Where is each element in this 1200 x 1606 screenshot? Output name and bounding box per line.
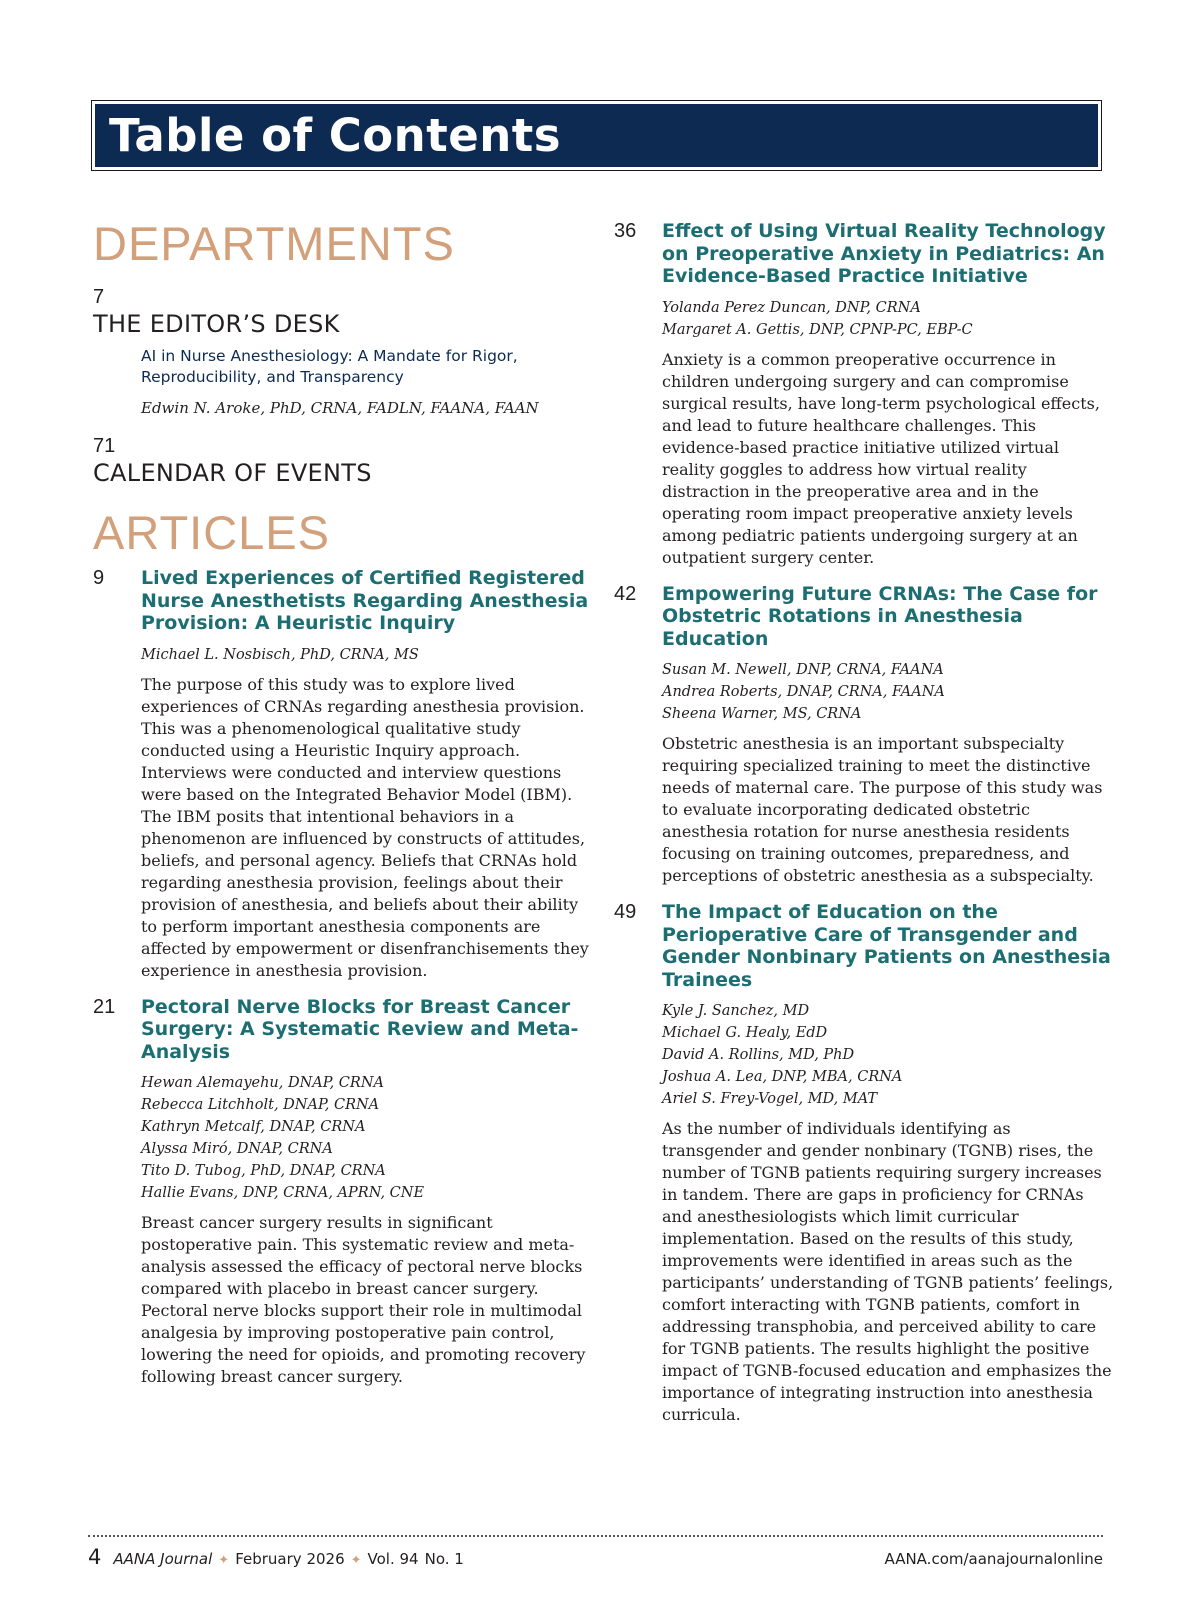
article-author: Ariel S. Frey-Vogel, MD, MAT	[662, 1091, 878, 1107]
page-title: Table of Contents	[109, 109, 562, 162]
department-title: CALENDAR OF EVENTS	[93, 459, 372, 487]
articles-heading: ARTICLES	[93, 506, 330, 559]
article-authors	[662, 297, 1114, 341]
article-title: Empowering Future CRNAs: The Case for Obstetric Rotations in Anesthesia Education	[662, 582, 1098, 650]
article-author: Michael G. Healy, EdD	[662, 1025, 828, 1041]
department-page-number: 7	[93, 286, 105, 308]
article-entry[interactable]	[614, 583, 1114, 888]
department-title: THE EDITOR’S DESK	[93, 310, 340, 338]
toc-header	[91, 100, 1102, 171]
article-entry[interactable]	[93, 567, 593, 982]
diamond-separator-icon: ✦	[350, 1553, 362, 1568]
article-author: Joshua A. Lea, DNP, MBA, CRNA	[662, 1069, 903, 1085]
article-authors	[662, 659, 1114, 725]
article-author: Margaret A. Gettis, DNP, CPNP-PC, EBP-C	[662, 321, 973, 338]
departments-heading: DEPARTMENTS	[93, 217, 455, 270]
article-author: Tito D. Tubog, PhD, DNAP, CRNA	[141, 1163, 386, 1179]
article-page-number: 42	[614, 582, 637, 605]
footer-date: February 2026	[235, 1550, 345, 1568]
article-author: Sheena Warner, MS, CRNA	[662, 706, 862, 722]
footer-dotted-rule	[88, 1535, 1103, 1537]
article-abstract: The purpose of this study was to explore lived experiences of CRNAs regarding anesthesia provision. This was a phenomenological qualitative study conducted using a Heuristic Inquiry approach. Interviews were conducted and interview questions were based on the Integrated Behavior Model (IBM). The IBM posits that intentional behaviors in a phenomenon are influenced by constructs of attitudes, beliefs, and personal agency. Beliefs that CRNAs hold regarding anesthesia provision, feelings about their provision of anesthesia, and beliefs about their ability to perform important anesthesia components are affected by empowerment or disenfranchisements they experience in anesthesia provision.	[141, 674, 589, 980]
article-author: Alyssa Miró, DNAP, CRNA	[141, 1141, 333, 1157]
article-author: Kyle J. Sanchez, MD	[662, 1003, 810, 1019]
diamond-separator-icon: ✦	[218, 1553, 230, 1568]
left-column	[93, 218, 593, 1388]
article-author: Susan M. Newell, DNP, CRNA, FAANA	[662, 662, 944, 678]
article-entry[interactable]	[614, 901, 1114, 1426]
department-page-number: 71	[93, 435, 116, 457]
article-author: Yolanda Perez Duncan, DNP, CRNA	[662, 299, 921, 316]
article-authors	[141, 644, 593, 666]
article-author: Hallie Evans, DNP, CRNA, APRN, CNE	[141, 1185, 425, 1201]
article-author: Michael L. Nosbisch, PhD, CRNA, MS	[141, 646, 419, 663]
article-author: Hewan Alemayehu, DNAP, CRNA	[141, 1075, 384, 1091]
footer-page-number: 4	[88, 1545, 102, 1569]
department-entry-editors-desk[interactable]	[93, 286, 593, 419]
department-entry-calendar[interactable]	[93, 435, 593, 487]
article-authors	[141, 1072, 593, 1204]
article-authors	[662, 1000, 1114, 1110]
article-page-number: 49	[614, 901, 637, 923]
article-page-number: 21	[93, 995, 116, 1018]
footer-journal-name: AANA Journal	[113, 1550, 213, 1568]
article-author: Kathryn Metcalf, DNAP, CRNA	[141, 1119, 366, 1135]
article-author: Rebecca Litchholt, DNAP, CRNA	[141, 1097, 380, 1113]
right-column	[614, 220, 1114, 1426]
footer-url-link[interactable]: AANA.com/aanajournalonline	[884, 1550, 1103, 1568]
article-page-number: 36	[614, 220, 637, 242]
footer-issue: No. 1	[424, 1550, 464, 1568]
article-author: Andrea Roberts, DNAP, CRNA, FAANA	[662, 684, 945, 700]
department-subtitle: AI in Nurse Anesthesiology: A Mandate for Rigor, Reproducibility, and Transparency	[141, 347, 518, 386]
article-title: Lived Experiences of Certified Registered Nurse Anesthetists Regarding Anesthesia Provision: A Heuristic Inquiry	[141, 567, 589, 634]
article-abstract: Obstetric anesthesia is an important subspecialty requiring specialized training to meet the distinctive needs of maternal care. The purpose of this study was to evaluate incorporating dedicated obstetric anesthesia rotation for nurse anesthesia residents focusing on training outcomes, preparedness, and perceptions of obstetric anesthesia as a subspecialty.	[662, 734, 1103, 885]
toc-header-bar	[95, 104, 1098, 167]
footer-volume: Vol. 94	[367, 1550, 419, 1568]
article-title: The Impact of Education on the Perioperative Care of Transgender and Gender Nonbinary Patients on Anesthesia Trainees	[662, 901, 1111, 991]
department-author: Edwin N. Aroke, PhD, CRNA, FADLN, FAANA, FAAN	[141, 399, 539, 417]
article-abstract: Breast cancer surgery results in significant postoperative pain. This systematic review and meta-analysis assessed the efficacy of pectoral nerve blocks compared with placebo in breast cancer surgery. Pectoral nerve blocks support their role in multimodal analgesia by improving postoperative pain control, lowering the need for opioids, and promoting recovery following breast cancer surgery.	[141, 1213, 586, 1386]
footer-citation	[88, 1545, 464, 1569]
article-entry[interactable]	[614, 220, 1114, 569]
article-author: David A. Rollins, MD, PhD	[662, 1047, 855, 1063]
article-title: Effect of Using Virtual Reality Technology on Preoperative Anxiety in Pediatrics: An Evidence-Based Practice Initiative	[662, 220, 1106, 287]
page-footer	[88, 1545, 1103, 1575]
article-entry[interactable]	[93, 996, 593, 1389]
article-abstract: Anxiety is a common preoperative occurrence in children undergoing surgery and can compromise surgical results, have long-term psychological effects, and lead to future healthcare challenges. This evidence-based practice initiative utilized virtual reality goggles to address how virtual reality distraction in the preoperative area and in the operating room impact preoperative anxiety levels among pediatric patients undergoing surgery at an outpatient surgery center.	[662, 349, 1100, 567]
article-abstract: As the number of individuals identifying as transgender and gender nonbinary (TGNB) rises, the number of TGNB patients requiring surgery increases in tandem. There are gaps in proficiency for CRNAs and anesthesiologists which limit curricular implementation. Based on the results of this study, improvements were identified in areas such as the participants’ understanding of TGNB patients’ feelings, comfort interacting with TGNB patients, comfort in addressing transphobia, and perceived ability to care for TGNB patients. The results highlight the positive impact of TGNB-focused education and emphasizes the importance of integrating instruction into anesthesia curricula.	[662, 1119, 1114, 1424]
article-page-number: 9	[93, 567, 105, 589]
article-title: Pectoral Nerve Blocks for Breast Cancer Surgery: A Systematic Review and Meta-Analysis	[141, 995, 579, 1063]
